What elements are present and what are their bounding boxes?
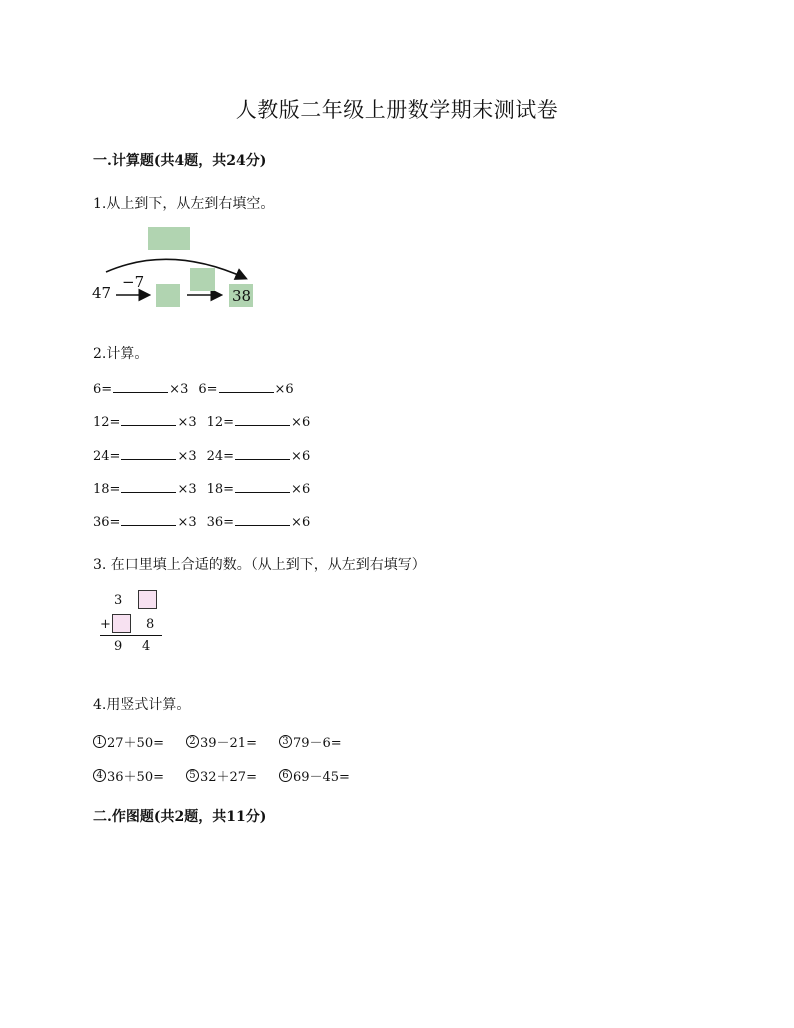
answer-blank[interactable] [121, 480, 176, 493]
answer-box-upper-right[interactable] [190, 268, 215, 291]
answer-blank[interactable] [219, 380, 274, 393]
calc-left: 18= [206, 482, 235, 497]
calc-left: 36= [206, 515, 235, 530]
calc-right: ×3 [177, 482, 197, 497]
answer-blank[interactable] [235, 413, 290, 426]
calc-expression: 69－45= [292, 770, 350, 785]
answer-blank[interactable] [235, 447, 290, 460]
item-number-circle: 4 [93, 769, 106, 782]
calc-right: ×6 [274, 382, 294, 397]
calc-left: 6= [93, 382, 113, 397]
page-title: 人教版二年级上册数学期末测试卷 [235, 98, 559, 122]
question-3-text: 3. 在口里填上合适的数。（从上到下，从左到右填写） [93, 557, 426, 573]
calc-left: 18= [93, 482, 121, 497]
calc-right: ×6 [291, 515, 311, 530]
vertical-addition [96, 588, 176, 658]
digit-box-middle-tens[interactable] [112, 614, 131, 633]
sum-line [100, 635, 162, 636]
calc-right: ×3 [177, 415, 197, 430]
calc-left: 12= [206, 415, 235, 430]
calc-expression: 79－6= [292, 736, 342, 751]
item-number-circle: 2 [186, 735, 199, 748]
middle-ones-digit: 8 [146, 617, 155, 632]
section-heading-drawing: 二.作图题(共2题，共11分) [93, 809, 267, 825]
item-number-circle: 6 [279, 769, 292, 782]
calc-right: ×6 [291, 415, 311, 430]
answer-blank[interactable] [121, 447, 176, 460]
operation-label: −7 [122, 273, 145, 291]
answer-blank[interactable] [121, 513, 176, 526]
calc-expression: 32＋27= [199, 770, 257, 785]
answer-box-top[interactable] [148, 227, 190, 250]
calc-row-3 [93, 447, 310, 464]
vertical-calc-row-2 [93, 766, 372, 785]
answer-blank[interactable] [121, 413, 176, 426]
digit-box-top-ones[interactable] [138, 590, 157, 609]
calc-row-4 [93, 480, 310, 497]
calc-row-5 [93, 513, 310, 530]
calc-left: 6= [198, 382, 218, 397]
item-number-circle: 1 [93, 735, 106, 748]
answer-blank[interactable] [235, 480, 290, 493]
calc-right: ×3 [169, 382, 189, 397]
calc-expression: 27＋50= [107, 736, 164, 751]
calc-expression: 36＋50= [107, 770, 164, 785]
vertical-calc-row-1 [93, 732, 364, 751]
start-number: 47 [92, 284, 112, 302]
answer-blank[interactable] [113, 380, 168, 393]
calc-right: ×3 [177, 449, 197, 464]
plus-sign: + [100, 617, 111, 632]
item-number-circle: 3 [279, 735, 292, 748]
question-2-text: 2.计算。 [93, 346, 149, 362]
result-ones-digit: 4 [142, 639, 151, 654]
calc-row-1 [93, 380, 294, 397]
question-1-text: 1.从上到下，从左到右填空。 [93, 196, 275, 212]
calc-left: 24= [93, 449, 121, 464]
calc-left: 24= [206, 449, 235, 464]
calc-right: ×3 [177, 515, 197, 530]
section-heading-calculation: 一.计算题(共4题，共24分) [93, 153, 267, 169]
item-number-circle: 5 [186, 769, 199, 782]
answer-box-middle[interactable] [156, 284, 180, 307]
calc-row-2 [93, 413, 310, 430]
calc-left: 36= [93, 515, 121, 530]
calc-right: ×6 [291, 449, 311, 464]
calc-right: ×6 [291, 482, 311, 497]
chain-diagram [90, 222, 270, 317]
end-number: 38 [232, 287, 252, 305]
calc-left: 12= [93, 415, 121, 430]
calc-expression: 39－21= [199, 736, 257, 751]
answer-blank[interactable] [235, 513, 290, 526]
top-tens-digit: 3 [114, 593, 123, 608]
question-4-text: 4.用竖式计算。 [93, 697, 191, 713]
result-tens-digit: 9 [114, 639, 123, 654]
